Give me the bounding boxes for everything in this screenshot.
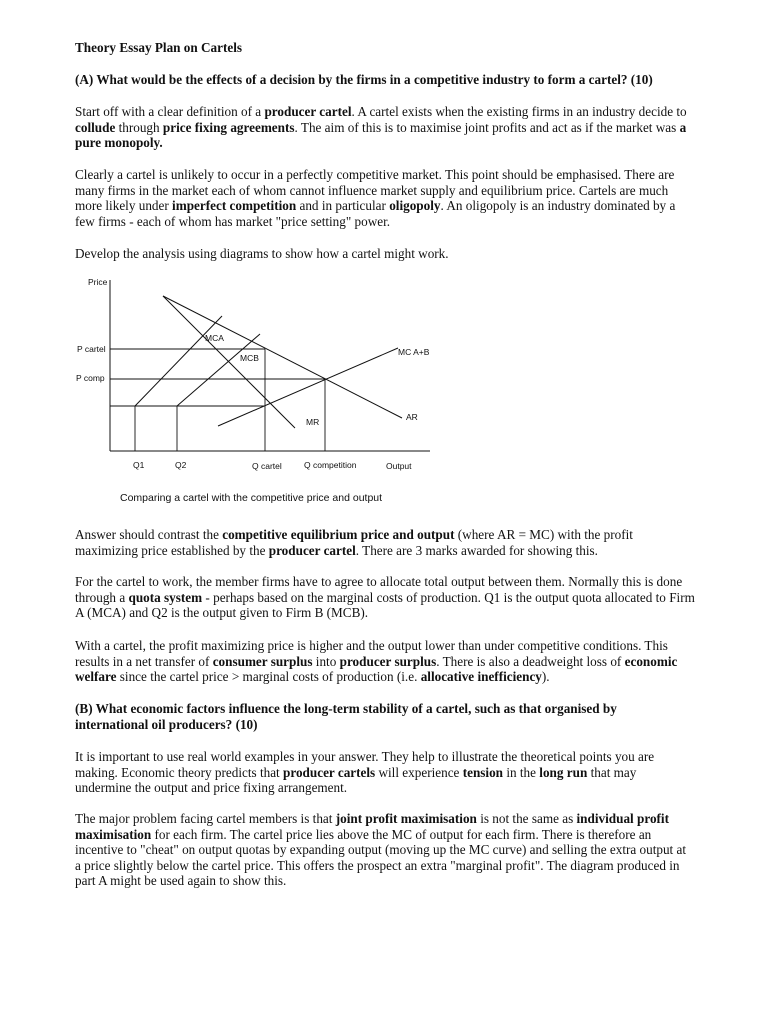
- paragraph-4: Answer should contrast the competitive equilibrium price and output (where AR = MC) with the profit maximizing price established by the producer cartel. There are 3 marks awarded for showing this.: [75, 527, 633, 558]
- mcb-label: MCB: [240, 353, 259, 363]
- mca-label: MCA: [205, 333, 224, 343]
- diagram-caption: Comparing a cartel with the competitive price and output: [120, 492, 383, 504]
- paragraph-5: For the cartel to work, the member firms have to agree to allocate total output between them. Normally this is done through a quota system - perhaps based on the marginal costs of production. Q1 is the output quota allocated to Firm A (MCA) and Q2 is the output given to Firm B (MCB).: [75, 574, 695, 621]
- paragraph-3: Develop the analysis using diagrams to show how a cartel might work.: [75, 246, 449, 261]
- ar-curve: [163, 296, 402, 418]
- question-b: (B) What economic factors influence the long-term stability of a cartel, such as that organised by international oil producers? (10): [75, 701, 617, 732]
- question-a: (A) What would be the effects of a decision by the firms in a competitive industry to form a cartel? (10): [75, 72, 653, 87]
- p-cartel-label: P cartel: [77, 344, 106, 354]
- q-cartel-label: Q cartel: [252, 461, 282, 471]
- paragraph-8: The major problem facing cartel members is that joint profit maximisation is not the same as individual profit maximisation for each firm. The cartel price lies above the MC of output for each firm. There is therefore an incentive to "cheat" on output quotas by expanding output (moving up the MC curve) and selling the extra output at a price slightly below the cartel price. This offers the prospect an extra "marginal profit". The diagram produced in part A might be used again to show this.: [75, 811, 687, 889]
- x-axis-label: Output: [386, 461, 412, 471]
- paragraph-1: Start off with a clear definition of a producer cartel. A cartel exists when the existing firms in an industry decide to collude through price fixing agreements. The aim of this is to maximise joint profits and act as if the market was a pure monopoly.: [75, 104, 687, 151]
- mr-curve: [163, 296, 295, 428]
- doc-title: Theory Essay Plan on Cartels: [75, 40, 243, 55]
- cartel-diagram: [60, 268, 500, 513]
- paragraph-7: It is important to use real world examples in your answer. They help to illustrate the theoretical points you are making. Economic theory predicts that producer cartels will experience tension in the long run that may undermine the output and price fixing arrangement.: [75, 749, 655, 796]
- mc-ab-label: MC A+B: [398, 347, 430, 357]
- ar-label: AR: [406, 412, 418, 422]
- mcb-curve: [177, 334, 260, 406]
- mr-label: MR: [306, 417, 320, 427]
- mca-curve: [135, 316, 222, 406]
- q2-label: Q2: [175, 460, 187, 470]
- y-axis-label: Price: [88, 277, 108, 287]
- q-comp-label: Q competition: [304, 460, 357, 470]
- q1-label: Q1: [133, 460, 145, 470]
- paragraph-6: With a cartel, the profit maximizing price is higher and the output lower than under competitive conditions. This results in a net transfer of consumer surplus into producer surplus. There is also a deadweight loss of economic welfare since the cartel price > marginal costs of production (i.e. allocative inefficiency).: [75, 638, 678, 685]
- paragraph-2: Clearly a cartel is unlikely to occur in a perfectly competitive market. This point should be emphasised. There are many firms in the market each of whom cannot influence market supply and equilibrium price. Cartels are much more likely under imperfect competition and in particular oligopoly. An oligopoly is an industry dominated by a few firms - each of whom has market "price setting" power.: [75, 167, 676, 229]
- cartel-diagram-svg: [60, 268, 500, 513]
- p-comp-label: P comp: [76, 373, 105, 383]
